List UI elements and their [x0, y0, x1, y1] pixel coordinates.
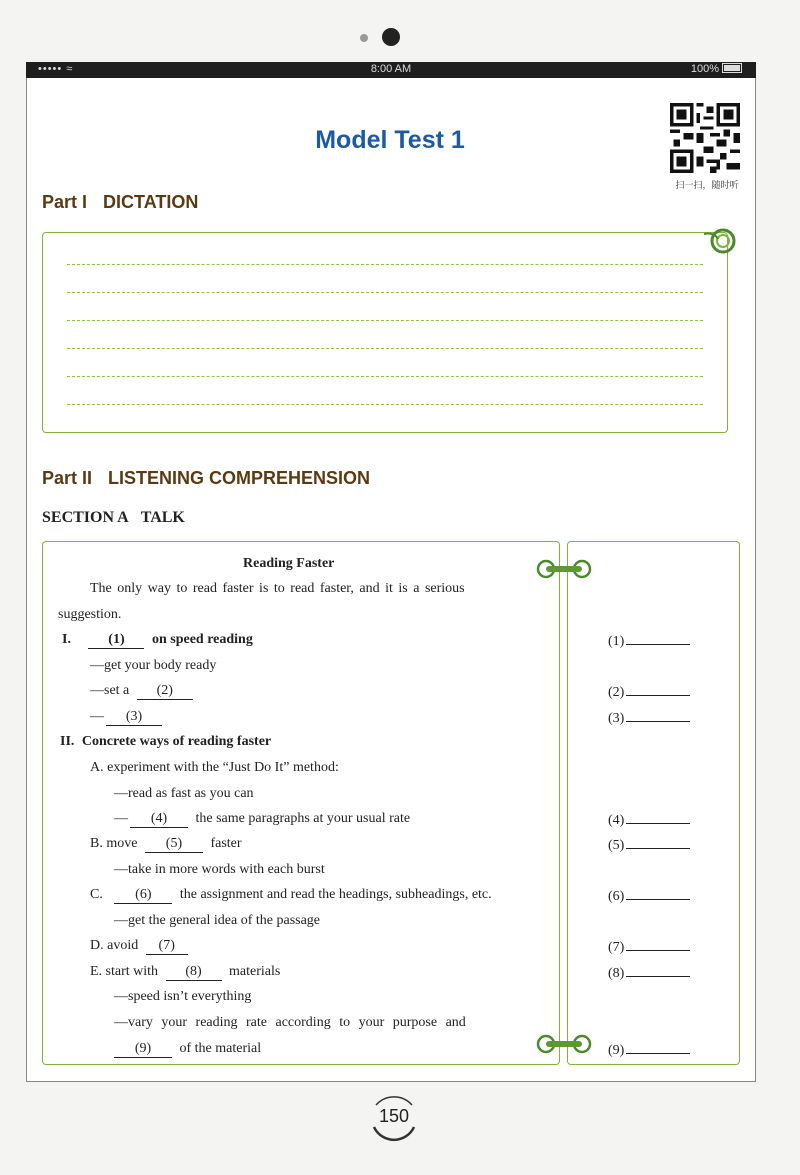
signal-icon: ••••• ≈: [38, 63, 74, 75]
status-time: 8:00 AM: [370, 63, 412, 75]
answer-blank[interactable]: (1): [88, 632, 144, 649]
answer-line[interactable]: [626, 887, 690, 900]
answer-line[interactable]: [626, 964, 690, 977]
outline-sub: —speed isn’t everything: [114, 989, 252, 1004]
answer-blank[interactable]: (5): [145, 836, 203, 853]
answer-label: (5): [608, 838, 625, 853]
dictation-line: [67, 320, 703, 321]
ring-binder-icon: [536, 1031, 592, 1057]
outline-sub-text: —: [90, 709, 104, 724]
talk-intro: The only way to read faster is to read faster, and it is a serious: [90, 581, 465, 596]
answer-line[interactable]: [626, 632, 690, 645]
dictation-box[interactable]: [42, 232, 728, 433]
outline-sub: —vary your reading rate according to your purpose and: [114, 1015, 466, 1030]
battery-percent: 100%: [690, 63, 719, 75]
answer-row[interactable]: [608, 811, 690, 829]
answer-blank[interactable]: (2): [137, 683, 193, 700]
outline-sub: —get your body ready: [90, 658, 217, 673]
outline-text: Concrete ways of reading faster: [81, 734, 272, 749]
talk-intro: suggestion.: [58, 607, 122, 622]
part-label: LISTENING COMPREHENSION: [108, 468, 371, 488]
answer-label: (3): [608, 711, 625, 726]
answer-label: (7): [608, 940, 625, 955]
dictation-line: [67, 292, 703, 293]
answer-blank[interactable]: (7): [146, 938, 188, 955]
talk-heading: Reading Faster: [243, 556, 335, 571]
outline-item: [60, 734, 271, 750]
ring-binder-icon: [536, 556, 592, 582]
dictation-line: [67, 264, 703, 265]
outline-sub-text: —: [114, 811, 128, 826]
page-number: 150: [378, 1106, 410, 1126]
answer-row[interactable]: [608, 683, 690, 701]
answer-row[interactable]: [608, 938, 690, 956]
section-heading: [42, 509, 185, 527]
answer-box: [567, 541, 740, 1065]
outline-sub-text: C.: [90, 887, 103, 902]
outline-sub: —take in more words with each burst: [114, 862, 325, 877]
answer-line[interactable]: [626, 1041, 690, 1054]
answer-row[interactable]: [608, 836, 690, 854]
answer-line[interactable]: [626, 709, 690, 722]
outline-sub: [90, 836, 242, 853]
battery-icon: [722, 63, 742, 73]
answer-line[interactable]: [626, 938, 690, 951]
answer-blank[interactable]: (4): [130, 811, 188, 828]
outline-sub-text: of the material: [179, 1041, 262, 1056]
answer-line[interactable]: [626, 683, 690, 696]
outline-sub: [90, 964, 280, 981]
status-bar: [26, 62, 756, 78]
part-heading: [42, 468, 370, 489]
outline-sub-text: faster: [210, 836, 242, 851]
outline-sub-text: D. avoid: [90, 938, 139, 953]
answer-row[interactable]: [608, 887, 690, 905]
answer-blank[interactable]: (9): [114, 1041, 172, 1058]
outline-sub: —read as fast as you can: [114, 786, 254, 801]
answer-blank[interactable]: (6): [114, 887, 172, 904]
outline-sub: —get the general idea of the passage: [114, 913, 321, 928]
section-label: SECTION A: [42, 509, 129, 526]
answer-line[interactable]: [626, 836, 690, 849]
outline-sub-text: the assignment and read the headings, subheadings, etc.: [179, 887, 492, 902]
page-title: Model Test 1: [315, 126, 465, 154]
part-number: Part II: [42, 468, 93, 488]
section-name: TALK: [140, 509, 185, 526]
answer-label: (6): [608, 889, 625, 904]
answer-row[interactable]: [608, 1041, 690, 1059]
outline-sub: [90, 709, 162, 726]
answer-blank[interactable]: (8): [166, 964, 222, 981]
answer-label: (4): [608, 813, 625, 828]
outline-sub: [90, 887, 492, 904]
answer-label: (8): [608, 966, 625, 981]
ring-clip-icon: [704, 226, 738, 256]
answer-label: (9): [608, 1043, 625, 1058]
part-label: DICTATION: [103, 192, 199, 212]
outline-sub-text: —set a: [90, 683, 130, 698]
qr-caption: 扫一扫，随时听: [675, 181, 739, 191]
part-number: Part I: [42, 192, 88, 212]
outline-number: II.: [60, 734, 75, 749]
dictation-line: [67, 376, 703, 377]
answer-row[interactable]: [608, 964, 690, 982]
answer-row[interactable]: [608, 632, 690, 650]
outline-text: on speed reading: [151, 632, 253, 647]
outline-number: I.: [62, 632, 71, 647]
outline-sub: [114, 1041, 261, 1058]
answer-label: (1): [608, 634, 625, 649]
answer-blank[interactable]: (3): [106, 709, 162, 726]
outline-sub: A. experiment with the “Just Do It” method:: [90, 760, 339, 775]
battery-status: [691, 63, 742, 75]
answer-label: (2): [608, 685, 625, 700]
dictation-line: [67, 348, 703, 349]
outline-sub: [114, 811, 410, 828]
dictation-line: [67, 404, 703, 405]
camera-sensor: [360, 34, 368, 42]
outline-sub-text: the same paragraphs at your usual rate: [195, 811, 411, 826]
answer-row[interactable]: [608, 709, 690, 727]
outline-sub-text: B. move: [90, 836, 138, 851]
answer-line[interactable]: [626, 811, 690, 824]
outline-sub: [90, 938, 188, 955]
outline-sub-text: materials: [229, 964, 281, 979]
outline-item: [62, 632, 253, 649]
camera-lens: [382, 28, 400, 46]
outline-sub: [90, 683, 193, 700]
part-heading: [42, 192, 198, 213]
outline-sub-text: E. start with: [90, 964, 159, 979]
qr-code-icon[interactable]: [670, 103, 740, 173]
